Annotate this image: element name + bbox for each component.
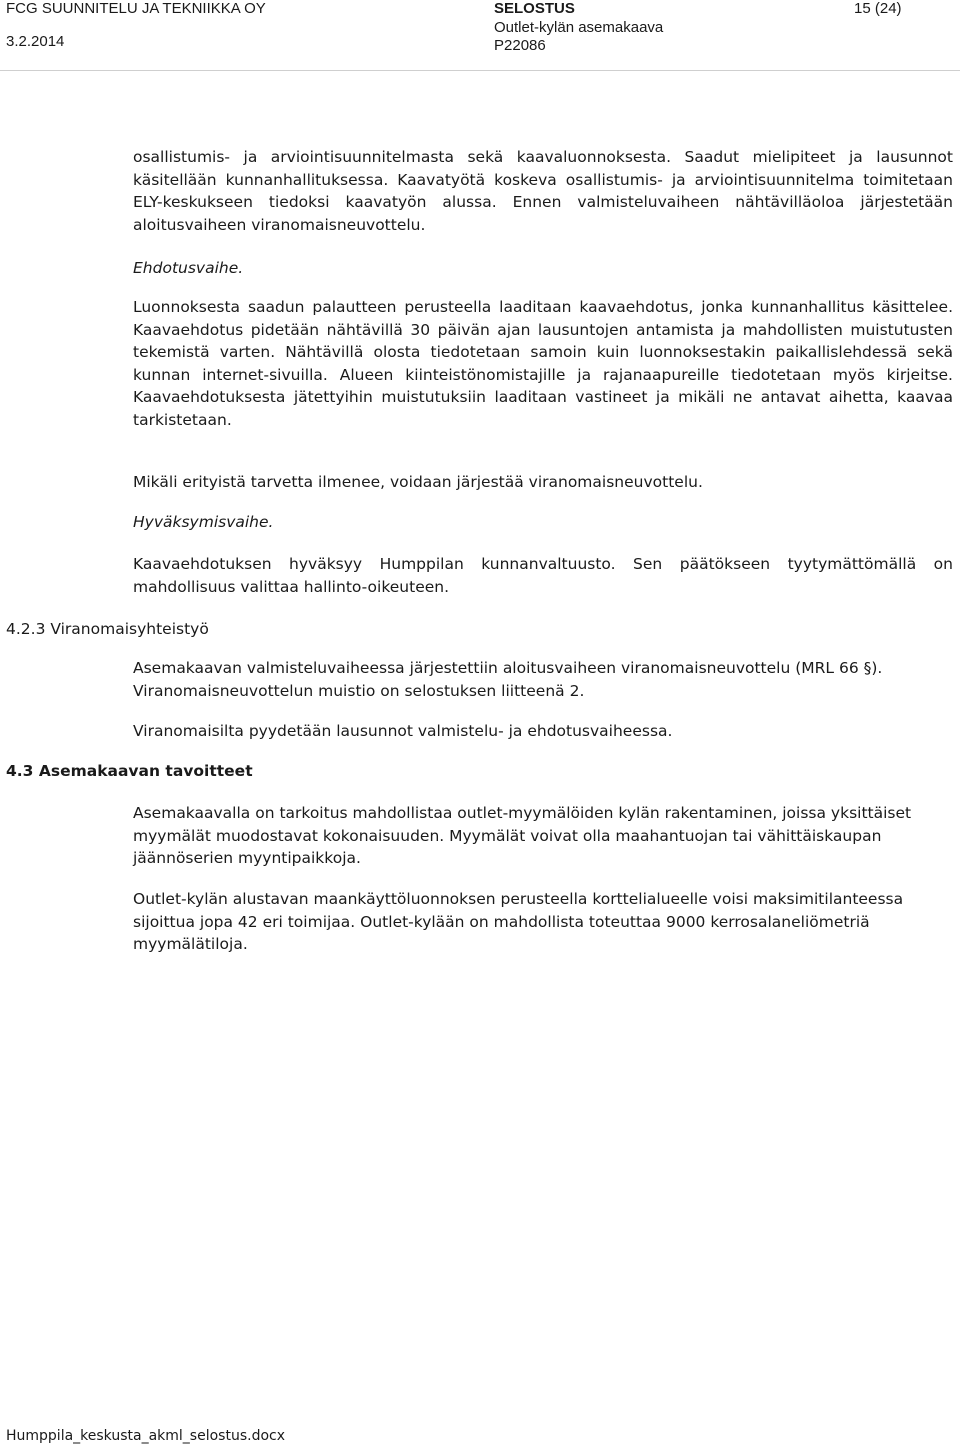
page-number: 15 (24): [854, 0, 902, 17]
document-title: SELOSTUS: [494, 0, 575, 17]
header-divider: [0, 70, 960, 71]
paragraph-objectives: Asemakaavalla on tarkoitus mahdollistaa outlet-myymälöiden kylän rakentaminen, joissa yksittäiset myymälät muodostavat kokonaisuuden. Myymälät voivat olla maahantuojan tai vähittäiskaupan jäännöserien myyntipaikkoja.: [133, 804, 912, 867]
paragraph-participation: osallistumis- ja arviointisuunnitelmasta sekä kaavaluonnoksesta. Saadut mielipiteet ja lausunnot käsitellään kunnanhallituksessa. Kaavatyötä koskeva osallistumis- ja arviointisuunnitelma toimitetaan ELY-keskukseen tiedoksi kaavatyön alussa. Ennen valmisteluvaiheen nähtävilläoloa järjestetään aloitusvaiheen viranomaisneuvottelu.: [133, 148, 953, 234]
paragraph-proposal-phase: Luonnoksesta saadun palautteen perusteella laaditaan kaavaehdotus, jonka kunnanhallitus käsittelee. Kaavaehdotus pidetään nähtävillä 30 päivän ajan lausuntojen antamista ja mahdollisten muistutusten tekemistä varten. Nähtävillä olosta tiedotetaan samoin kuin luonnoksestakin paikallislehdessä sekä kunnan internet-sivuilla. Alueen kiinteistönomistajille ja rajanaapureille tiedotetaan myös kirjeitse. Kaavaehdotuksesta jätettyihin muistutuksiin laaditaan vastineet ja mikäli ne antavat aihetta, kaavaa tarkistetaan.: [133, 298, 953, 429]
page-header: [0, 0, 960, 52]
paragraph-approval: Kaavaehdotuksen hyväksyy Humppilan kunnanvaltuusto. Sen päätökseen tyytymättömällä on mahdollisuus valittaa hallinto-oikeuteen.: [133, 555, 953, 596]
project-code: P22086: [494, 37, 546, 54]
project-name: Outlet-kylän asemakaava: [494, 19, 664, 36]
paragraph-statements: Viranomaisilta pyydetään lausunnot valmistelu- ja ehdotusvaiheessa.: [133, 722, 673, 740]
subheading-hyvaksymisvaihe: Hyväksymisvaihe.: [133, 513, 274, 531]
subheading-ehdotusvaihe: Ehdotusvaihe.: [133, 259, 244, 277]
paragraph-authority-cooperation: Asemakaavan valmisteluvaiheessa järjestettiin aloitusvaiheen viranomaisneuvottelu (MRL 66 §). Viranomaisneuvottelun muistio on selostuksen liitteenä 2.: [133, 659, 883, 700]
section-heading-4-3: 4.3 Asemakaavan tavoitteet: [6, 762, 253, 780]
paragraph-land-use: Outlet-kylän alustavan maankäyttöluonnoksen perusteella korttelialueelle voisi maksimitilanteessa sijoittua jopa 42 eri toimijaa. Outlet-kylään on mahdollista toteuttaa 9000 kerrosalaneliömetriä myymälätiloja.: [133, 890, 904, 953]
company-name: FCG SUUNNITELU JA TEKNIIKKA OY: [6, 0, 266, 17]
paragraph-authority-meeting: Mikäli erityistä tarvetta ilmenee, voidaan järjestää viranomaisneuvottelu.: [133, 473, 703, 491]
document-date: 3.2.2014: [6, 33, 65, 50]
section-heading-4-2-3: 4.2.3 Viranomaisyhteistyö: [6, 620, 209, 638]
footer-filename: Humppila_keskusta_akml_selostus.docx: [6, 1428, 286, 1444]
